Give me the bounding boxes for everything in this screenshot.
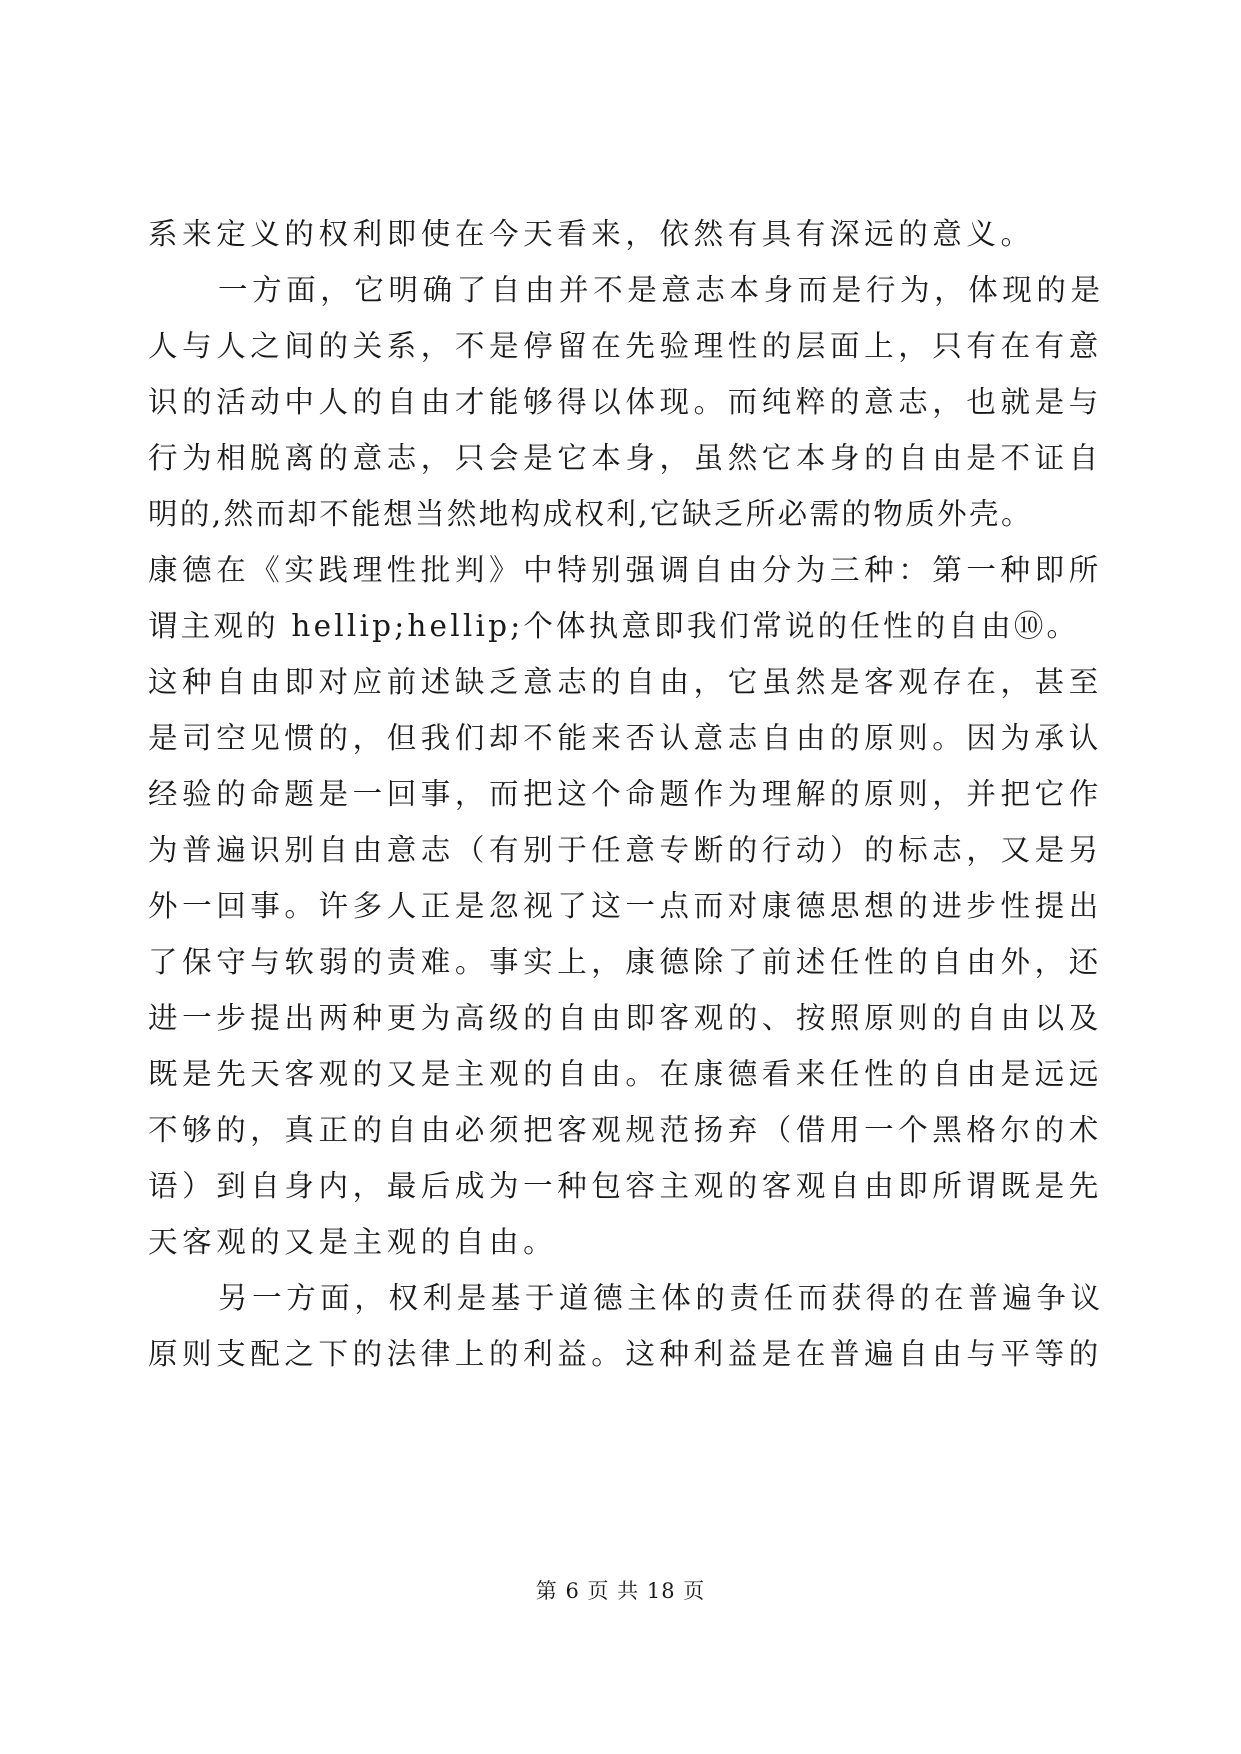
text-line: 为普遍识别自由意志（有别于任意专断的行动）的标志，又是另 xyxy=(148,833,1103,867)
text-line: 行为相脱离的意志，只会是它本身，虽然它本身的自由是不证自 xyxy=(148,441,1103,475)
text-line: 是司空见惯的，但我们却不能来否认意志自由的原则。因为承认 xyxy=(148,721,1103,755)
text-line: 明的,然而却不能想当然地构成权利,它缺乏所必需的物质外壳。 xyxy=(148,497,1033,531)
text-line: 这种自由即对应前述缺乏意志的自由，它虽然是客观存在，甚至 xyxy=(148,665,1103,699)
text-line: 系来定义的权利即使在今天看来，依然有具有深远的意义。 xyxy=(148,217,1035,251)
page-number: 第 6 页 共 18 页 xyxy=(535,1579,706,1603)
text-line: 经验的命题是一回事，而把这个命题作为理解的原则，并把它作 xyxy=(148,777,1103,811)
text-line: 不够的，真正的自由必须把客观规范扬弃（借用一个黑格尔的术 xyxy=(148,1113,1103,1147)
text-line: 康德在《实践理性批判》中特别强调自由分为三种：第一种即所 xyxy=(148,553,1103,587)
text-line: 进一步提出两种更为高级的自由即客观的、按照原则的自由以及 xyxy=(148,1001,1103,1035)
paragraph-first-line: 另一方面，权利是基于道德主体的责任而获得的在普遍争议 xyxy=(218,1281,1105,1315)
text-line: 语）到自身内，最后成为一种包容主观的客观自由即所谓既是先 xyxy=(148,1169,1103,1203)
text-line: 识的活动中人的自由才能够得以体现。而纯粹的意志，也就是与 xyxy=(148,385,1103,419)
text-line: 了保守与软弱的责难。事实上，康德除了前述任性的自由外，还 xyxy=(148,945,1103,979)
text-line: 原则支配之下的法律上的利益。这种利益是在普遍自由与平等的 xyxy=(148,1337,1103,1371)
text-line: 既是先天客观的又是主观的自由。在康德看来任性的自由是远远 xyxy=(148,1057,1103,1091)
document-body xyxy=(148,206,1105,1382)
text-line: 谓主观的 hellip;hellip;个体执意即我们常说的任性的自由⑩。 xyxy=(148,609,1080,643)
text-line: 外一回事。许多人正是忽视了这一点而对康德思想的进步性提出 xyxy=(148,889,1103,923)
text-line: 人与人之间的关系，不是停留在先验理性的层面上，只有在有意 xyxy=(148,329,1103,363)
text-line: 天客观的又是主观的自由。 xyxy=(148,1225,558,1259)
paragraph-first-line: 一方面，它明确了自由并不是意志本身而是行为，体现的是 xyxy=(218,273,1105,307)
